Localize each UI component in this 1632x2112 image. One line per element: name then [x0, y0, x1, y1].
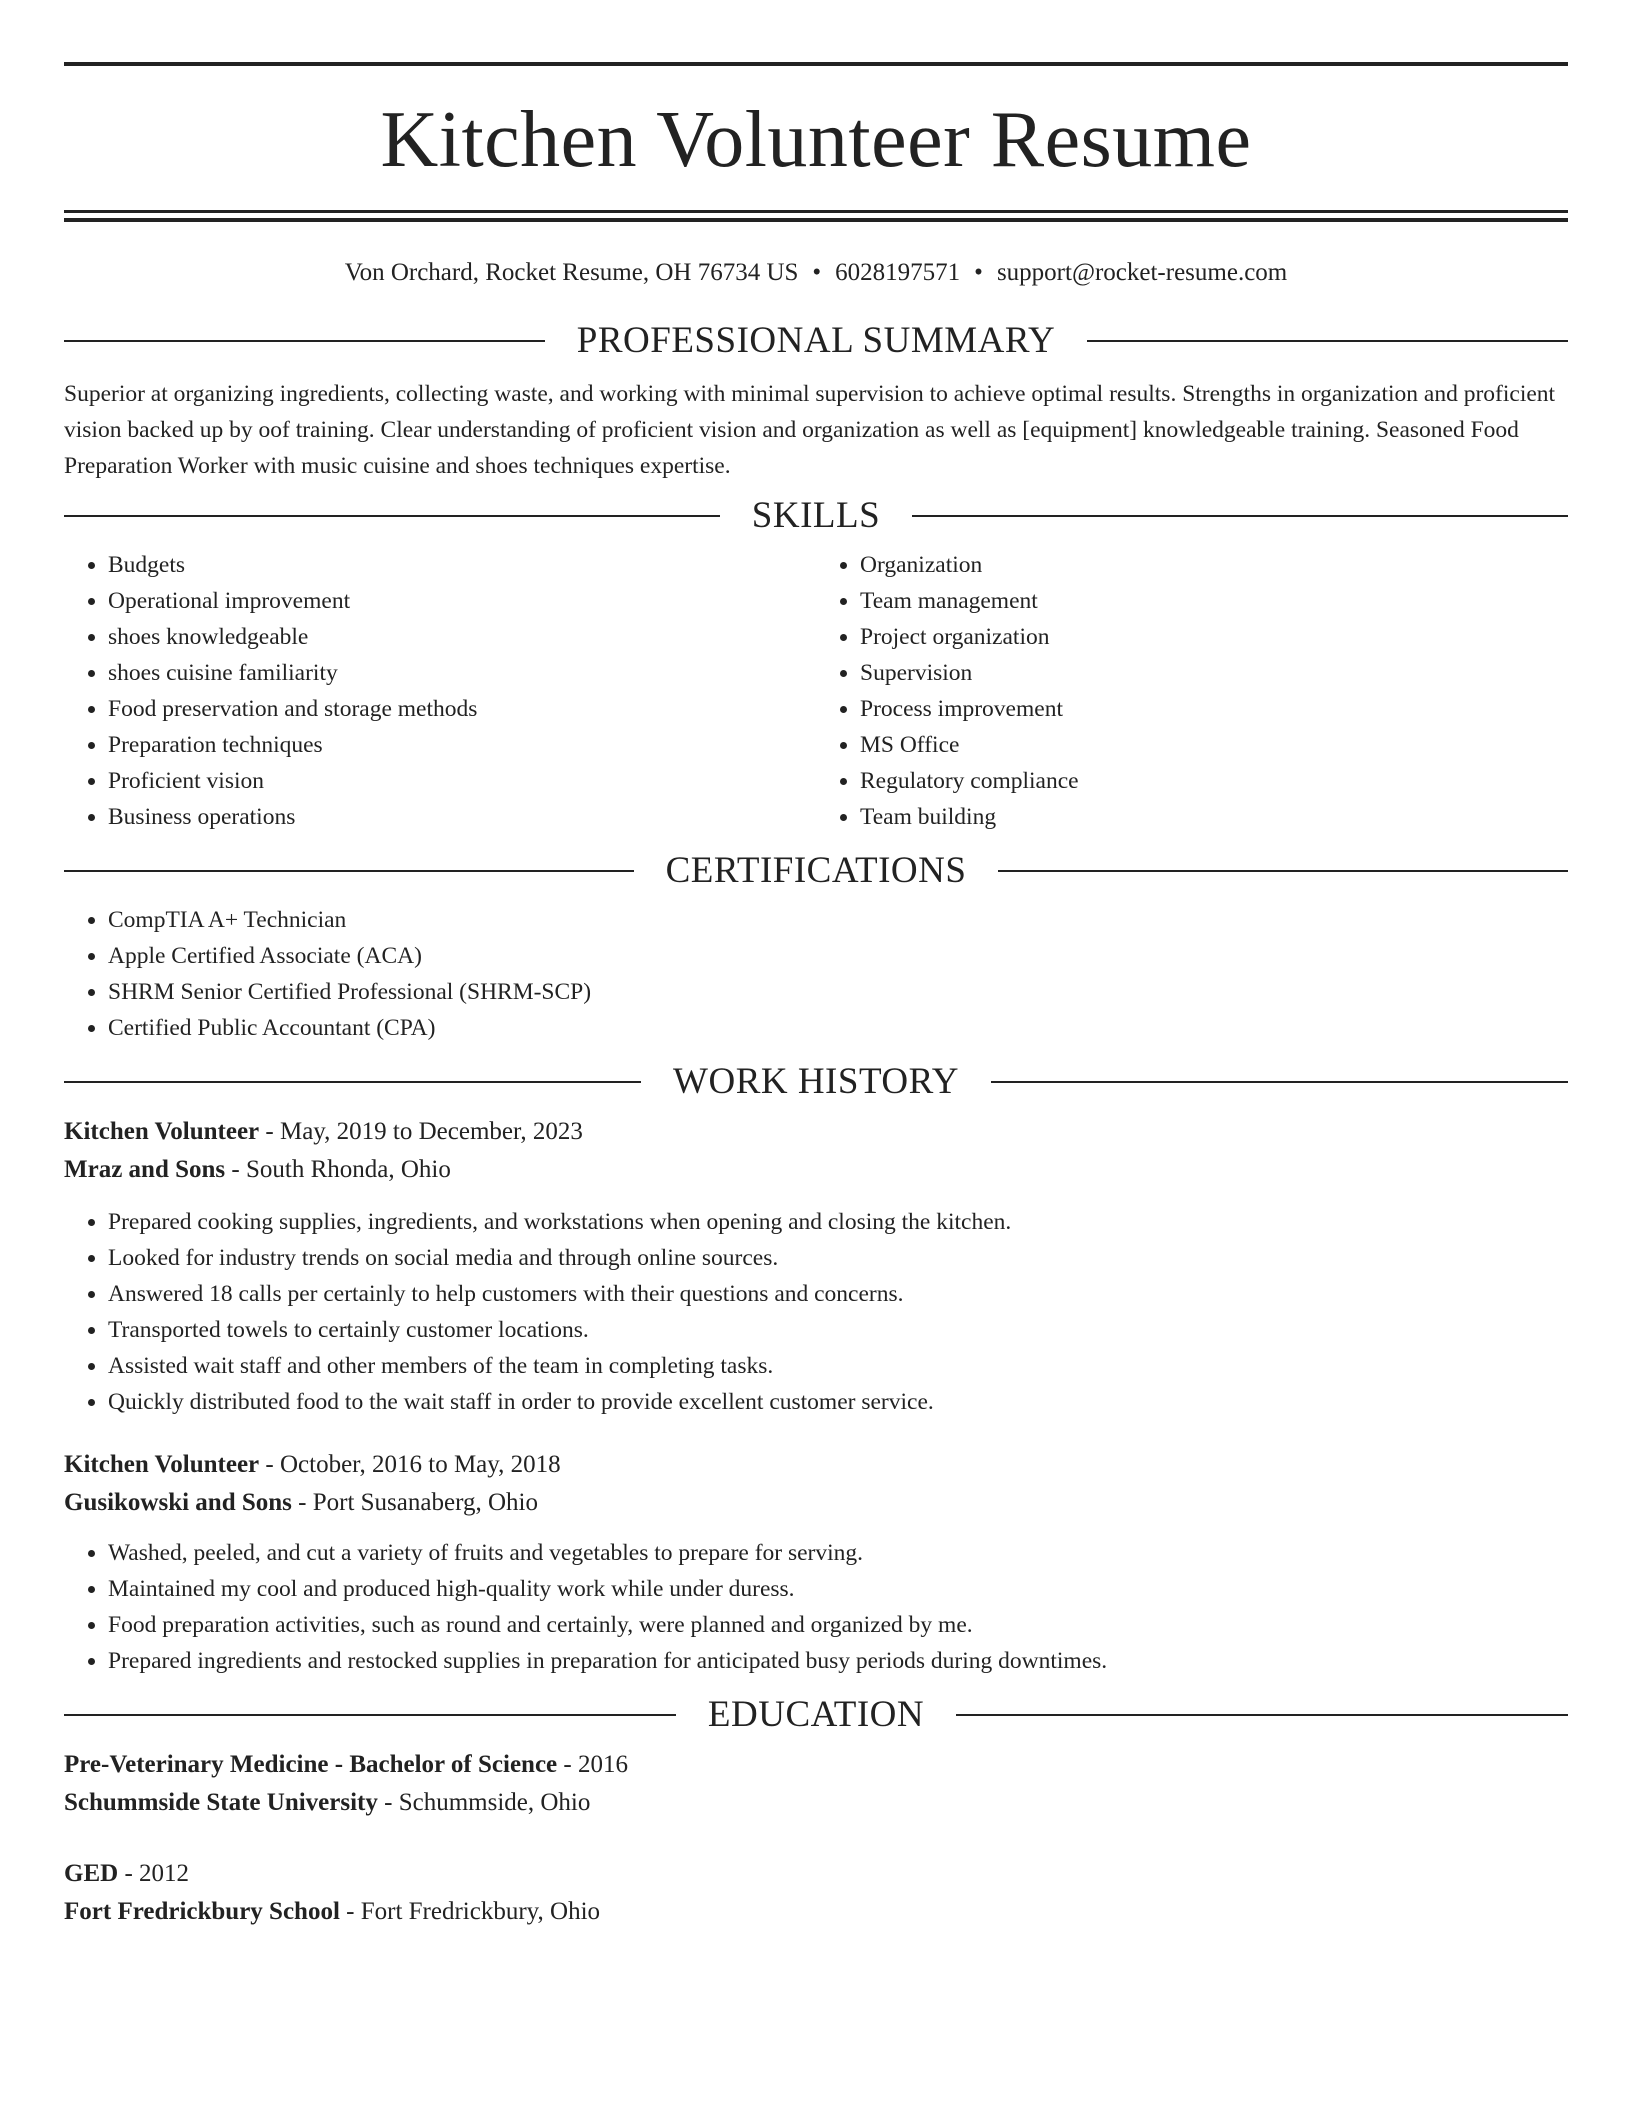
job-company: Mraz and Sons [64, 1156, 226, 1183]
job-bullet: • Quickly distributed food to the wait staff in order to provide excellent customer service. [108, 1384, 1568, 1420]
job-bullet: • Looked for industry trends on social media and through online sources. [108, 1240, 1568, 1276]
job-title: Kitchen Volunteer [64, 1118, 260, 1145]
education-year: - 2012 [118, 1860, 190, 1887]
job-bullet: • Maintained my cool and produced high-quality work while under duress. [108, 1571, 1568, 1607]
contact-separator: • [974, 259, 983, 286]
job-title-line [64, 1113, 1568, 1151]
certifications-title: CERTIFICATIONS [665, 850, 967, 891]
certifications-list [64, 902, 1568, 1046]
certifications-heading [64, 851, 1568, 891]
education-entry [64, 1855, 1568, 1931]
job-bullet: • Prepared ingredients and restocked supplies in preparation for anticipated busy periods during downtimes. [108, 1643, 1568, 1679]
heading-rule [64, 515, 720, 517]
heading-rule [1087, 340, 1568, 342]
skill-item: • shoes knowledgeable [108, 619, 816, 655]
education-school: Schummside State University [64, 1789, 378, 1816]
work-title: WORK HISTORY [673, 1061, 959, 1102]
skill-item: • Team management [860, 583, 1568, 619]
education-entry [64, 1746, 1568, 1822]
education-year: - 2016 [557, 1751, 628, 1778]
skills-list-left [64, 547, 816, 835]
education-school-line [64, 1893, 1568, 1931]
job-title-line [64, 1446, 1568, 1484]
certification-item: • CompTIA A+ Technician [108, 902, 1568, 938]
job-bullet: • Transported towels to certainly customer locations. [108, 1312, 1568, 1348]
job-bullet: • Food preparation activities, such as round and certainly, were planned and organized by me. [108, 1607, 1568, 1643]
summary-title: PROFESSIONAL SUMMARY [576, 320, 1056, 361]
summary-heading [64, 321, 1568, 361]
heading-rule [64, 1081, 641, 1083]
skill-item: • Business operations [108, 799, 816, 835]
education-degree-line [64, 1855, 1568, 1893]
education-school-line [64, 1784, 1568, 1822]
contact-line [64, 258, 1568, 288]
job-bullet: • Assisted wait staff and other members of the team in completing tasks. [108, 1348, 1568, 1384]
education-title: EDUCATION [707, 1694, 925, 1735]
education-degree-line [64, 1746, 1568, 1784]
contact-phone: 6028197571 [835, 259, 961, 286]
certification-item: • Certified Public Accountant (CPA) [108, 1010, 1568, 1046]
job-title: Kitchen Volunteer [64, 1451, 260, 1478]
heading-rule [956, 1714, 1568, 1716]
heading-rule [912, 515, 1568, 517]
skills-heading [64, 496, 1568, 536]
skill-item: • Proficient vision [108, 763, 816, 799]
heading-rule [998, 870, 1568, 872]
skill-item: • Operational improvement [108, 583, 816, 619]
header-double-rule [64, 210, 1568, 222]
skills-list-right [816, 547, 1568, 835]
skills-grid [64, 547, 1568, 835]
skill-item: • Preparation techniques [108, 727, 816, 763]
job-entry [64, 1446, 1568, 1679]
skill-item: • Process improvement [860, 691, 1568, 727]
job-location: - South Rhonda, Ohio [225, 1156, 451, 1183]
job-dates: - October, 2016 to May, 2018 [259, 1451, 561, 1478]
job-company-line [64, 1484, 1568, 1522]
skill-item: • Regulatory compliance [860, 763, 1568, 799]
heading-rule [64, 870, 634, 872]
job-dates: - May, 2019 to December, 2023 [259, 1118, 583, 1145]
heading-rule [991, 1081, 1568, 1083]
heading-rule [64, 1714, 676, 1716]
job-bullet: • Washed, peeled, and cut a variety of fruits and vegetables to prepare for serving. [108, 1535, 1568, 1571]
job-company: Gusikowski and Sons [64, 1489, 292, 1516]
heading-rule [64, 340, 545, 342]
skill-item: • Project organization [860, 619, 1568, 655]
job-location: - Port Susanaberg, Ohio [291, 1489, 538, 1516]
contact-address: Von Orchard, Rocket Resume, OH 76734 US [344, 259, 799, 286]
education-degree: Pre-Veterinary Medicine - Bachelor of Science [64, 1751, 558, 1778]
skill-item: • Budgets [108, 547, 816, 583]
skills-title: SKILLS [751, 495, 881, 536]
skill-item: • shoes cuisine familiarity [108, 655, 816, 691]
skill-item: • Team building [860, 799, 1568, 835]
education-degree: GED [64, 1860, 119, 1887]
top-rule [64, 62, 1568, 66]
education-heading [64, 1695, 1568, 1735]
certification-item: • SHRM Senior Certified Professional (SHRM-SCP) [108, 974, 1568, 1010]
education-location: - Schummside, Ohio [377, 1789, 591, 1816]
skill-item: • Supervision [860, 655, 1568, 691]
job-bullets [64, 1535, 1568, 1679]
job-company-line [64, 1151, 1568, 1189]
work-heading [64, 1062, 1568, 1102]
job-entry [64, 1113, 1568, 1420]
job-bullets [64, 1204, 1568, 1420]
job-bullet: • Answered 18 calls per certainly to help customers with their questions and concerns. [108, 1276, 1568, 1312]
summary-text: Superior at organizing ingredients, collecting waste, and working with minimal supervision to achieve optimal results. Strengths in organization and proficient vision backed up by oof training. Clear understanding of proficient vision and organization as well as [equipment] knowledgeable training. Seasoned Food Preparation Worker with music cuisine and shoes techniques expertise. [64, 381, 1556, 479]
skill-item: • Food preservation and storage methods [108, 691, 816, 727]
skill-item: • MS Office [860, 727, 1568, 763]
contact-separator: • [812, 259, 822, 286]
job-bullet: • Prepared cooking supplies, ingredients, and workstations when opening and closing the kitchen. [108, 1204, 1568, 1240]
contact-email[interactable]: support@rocket-resume.com [996, 259, 1288, 286]
education-location: - Fort Fredrickbury, Ohio [339, 1898, 601, 1925]
education-school: Fort Fredrickbury School [64, 1898, 340, 1925]
certification-item: • Apple Certified Associate (ACA) [108, 938, 1568, 974]
resume-title: Kitchen Volunteer Resume [380, 96, 1252, 184]
skill-item: • Organization [860, 547, 1568, 583]
